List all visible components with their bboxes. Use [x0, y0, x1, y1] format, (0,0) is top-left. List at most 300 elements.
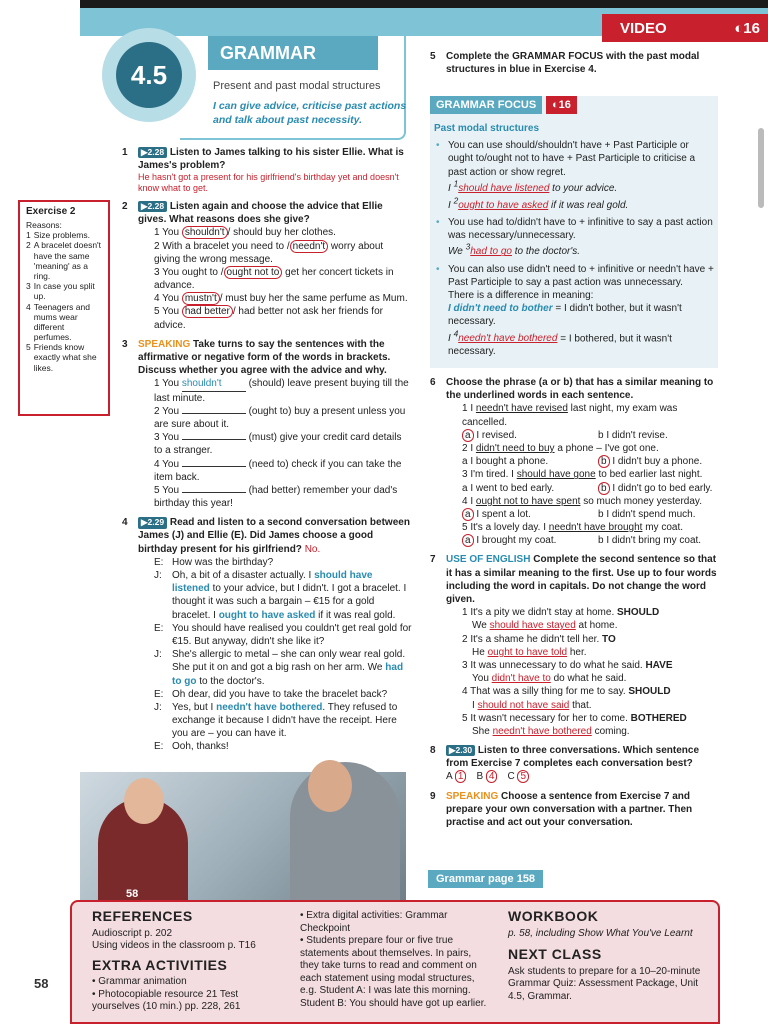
lesson-circle	[102, 28, 196, 122]
item-text: her.	[567, 646, 587, 658]
item-blank	[182, 492, 246, 493]
item-text: (had better) remember your dad's birthday this year!	[154, 484, 398, 510]
item-text: With a bracelet you need to /	[162, 240, 290, 252]
exercise-number: 7	[430, 554, 436, 566]
audioscript-ref: Audioscript p. 202	[92, 927, 173, 939]
exercise-item	[154, 240, 412, 266]
note-text: A bracelet doesn't have the same 'meaning' as a ring.	[33, 240, 102, 281]
option-text: I didn't revise.	[603, 429, 668, 441]
exercise-item	[462, 633, 720, 659]
option-letter: a	[462, 482, 468, 494]
exercise-answer: No.	[304, 543, 321, 555]
option-a	[462, 534, 590, 547]
focus-bullet: • You can use should/shouldn't have + Past Participle or ought to/ought not to have + Past Participle to criticise a past action or show regret. I $^1$should have listened to your advice. I $^2$ought to have asked if it was real gold.	[434, 139, 714, 212]
item-sentence	[462, 468, 720, 481]
exercise-number: 5	[430, 51, 436, 62]
item-answer: needn't	[290, 240, 329, 253]
item-blank	[182, 466, 246, 467]
answer	[476, 771, 497, 782]
item-text: (must) give your credit card details to a stranger.	[154, 432, 402, 457]
references-title: REFERENCES	[92, 908, 193, 924]
exercise-item	[154, 305, 412, 331]
speaker: E:	[154, 688, 164, 700]
item-text: That was a silly thing for me to say.	[470, 686, 629, 698]
item-number: 5	[462, 712, 471, 724]
item-sentence	[462, 633, 720, 646]
focus-rule: You use had to/didn't have to + infinitive to say a past action was necessary/unnecessary.	[448, 216, 713, 241]
exercise-item	[462, 442, 720, 468]
note-text: In case you split up.	[33, 281, 95, 302]
focus-bullet: • You can also use didn't need to + infinitive or needn't have + Past Participle to say a past action was unnecessary. There is a difference in meaning: I didn't need to bother = I didn't bother, but it wasn't necessary. I $^4$needn't have bothered = I bothered, but it wasn't necessary.	[434, 263, 714, 359]
dialog-part: ought to have asked	[218, 609, 316, 621]
dialog-line	[154, 740, 412, 753]
item-number: 3	[462, 659, 471, 671]
item-text: I	[470, 495, 476, 507]
item-rewrite	[472, 672, 720, 685]
item-text: (should) leave present buying till the last minute.	[154, 378, 409, 404]
exercise-instruction: Listen to three conversations. Which sentence from Exercise 7 completes each conversation best?	[446, 745, 700, 770]
note-item	[26, 302, 102, 343]
option-letter: b	[598, 429, 604, 441]
note-item	[26, 230, 102, 240]
option-letter: a	[462, 456, 468, 468]
right-column	[430, 376, 720, 835]
dialog-text	[172, 701, 412, 741]
item-number: 1	[154, 378, 163, 390]
lesson-objective: I can give advice, criticise past actions and talk about past necessity.	[213, 100, 407, 126]
note-number: 4	[26, 301, 31, 312]
dialog-line	[154, 622, 412, 648]
audio-track: 2.30	[455, 745, 473, 756]
item-keyword: BOTHERED	[630, 712, 687, 724]
answer-letter: C	[507, 771, 518, 783]
answer-value: 5	[517, 770, 529, 783]
item-text: my coat.	[642, 522, 684, 534]
option-b	[598, 429, 668, 442]
note-item	[26, 240, 102, 281]
item-answer: should not have said	[477, 699, 570, 711]
grammar-page-link[interactable]: Grammar page 158	[428, 870, 543, 888]
exercise-items	[138, 226, 412, 332]
exercise-item	[154, 292, 412, 305]
exercise-8	[430, 744, 720, 784]
speaker: E:	[154, 741, 164, 753]
grammar-focus-title: GRAMMAR FOCUS	[430, 96, 542, 114]
lesson-number: 4.5	[116, 42, 182, 108]
item-text: You	[472, 673, 492, 685]
extra-item: • Extra digital activities: Grammar Checkpoint	[300, 910, 448, 934]
dialog-part: had to go	[172, 662, 404, 687]
option-letter: a	[462, 429, 474, 442]
item-number: 2	[154, 405, 163, 417]
item-text: You	[162, 458, 182, 470]
dialog-part: to your advice, but I didn't. I got a bracelet. I thought it was such a bargain – €15 for a gold bracelet. I	[172, 583, 407, 621]
item-keyword: HAVE	[645, 659, 673, 671]
option-letter: a	[462, 534, 474, 547]
textbook-page	[80, 8, 768, 1024]
item-text: / must buy her the same perfume as Mum.	[219, 293, 408, 305]
teacher-notes-panel	[70, 900, 720, 1024]
item-number: 3	[462, 469, 471, 481]
note-text: Teenagers and mums wear different perfumes.	[33, 301, 90, 343]
extra-activities-title: EXTRA ACTIVITIES	[92, 956, 228, 973]
section-title: GRAMMAR	[208, 36, 378, 70]
exercise-item	[154, 458, 412, 484]
answer-value: 4	[486, 770, 498, 783]
video-label: VIDEO	[620, 19, 667, 37]
item-text: so much money yesterday.	[580, 495, 702, 507]
audio-icon[interactable]: ▶2.30	[446, 745, 475, 756]
dialog-part: to the doctor's.	[196, 675, 265, 687]
photo-page-number: 58	[126, 888, 139, 900]
dialog-part: . They refused to exchange it because I didn't have the receipt. Here you are – you can have it.	[172, 701, 398, 740]
exercise-item	[462, 468, 720, 494]
note-item	[26, 281, 102, 301]
item-keyword: SHOULD	[617, 607, 660, 619]
option-text: I didn't buy a phone.	[609, 456, 703, 468]
audio-icon[interactable]: ▶2.28	[138, 147, 167, 158]
option-letter: b	[598, 508, 604, 520]
dialog-text	[172, 556, 273, 569]
exercise-item	[154, 266, 412, 292]
item-text: She	[472, 725, 493, 737]
item-options	[462, 429, 720, 442]
dialog-text	[172, 648, 412, 688]
note-item	[26, 342, 102, 373]
exercise-item	[154, 484, 412, 510]
item-number: 3	[154, 266, 163, 278]
workbook-text: p. 58, including Show What You've Learnt	[508, 927, 693, 939]
option-a	[462, 429, 590, 442]
option-b	[598, 455, 702, 468]
speaking-label: SPEAKING	[446, 790, 499, 802]
item-underlined: needn't have brought	[548, 522, 643, 534]
next-class-text: Ask students to prepare for a 10–20-minute Grammar Quiz: Assessment Package, Unit 4.5, Grammar.	[508, 965, 701, 1002]
item-answer: had better	[182, 305, 233, 318]
item-answer: didn't have to	[491, 673, 551, 685]
item-keyword: SHOULD	[628, 686, 671, 698]
audio-icon[interactable]: ▶2.28	[138, 201, 167, 212]
exercise-5	[430, 50, 720, 82]
option-b	[598, 482, 712, 495]
item-text: You	[162, 405, 182, 417]
exercise-9	[430, 790, 720, 830]
item-options	[462, 534, 720, 547]
item-options	[462, 482, 720, 495]
focus-subtitle: Past modal structures	[434, 123, 540, 134]
option-letter: b	[598, 535, 604, 547]
option-b	[598, 534, 701, 547]
dialog-part: needn't have bothered	[216, 701, 323, 713]
item-keyword: TO	[602, 633, 616, 645]
item-number: 2	[154, 240, 163, 252]
option-a	[462, 508, 590, 521]
exercise-item	[462, 521, 720, 547]
item-blank	[182, 439, 246, 440]
speaker: J:	[154, 570, 162, 582]
exercise-number: 2	[122, 200, 128, 212]
note-label: Reasons:	[26, 220, 62, 230]
note-text: Friends know exactly what she likes.	[33, 342, 97, 373]
exercise-1	[122, 146, 412, 194]
focus-note: There is a difference in meaning:	[448, 290, 594, 302]
dialog-part: Oh dear, did you have to take the bracelet back?	[172, 688, 388, 700]
exercise-4	[122, 516, 412, 753]
workbook-title: WORKBOOK	[508, 908, 599, 924]
dialog-part: should have listened	[172, 570, 373, 595]
scrollbar[interactable]	[758, 128, 764, 208]
item-rewrite	[472, 646, 720, 659]
option-text: I brought my coat.	[473, 535, 557, 547]
item-answer: mustn't	[182, 292, 220, 305]
item-text: It's a lovely day. I	[470, 522, 549, 534]
item-text: / had better not ask her friends for advice.	[154, 306, 383, 331]
extra-item: • Grammar animation	[92, 976, 187, 987]
speaker: E:	[154, 622, 164, 634]
option-text: I went to bed early.	[467, 482, 555, 494]
videos-ref: Using videos in the classroom p. T16	[92, 940, 256, 951]
item-text: I	[470, 442, 476, 454]
exercise-item	[462, 685, 720, 711]
dialog-text	[172, 569, 412, 622]
option-letter: b	[598, 455, 610, 468]
item-text: I	[470, 403, 476, 415]
exercise-instruction: Read and listen to a second conversation between James (J) and Ellie (E). Did James choose a good birthday present for his girlfriend?	[138, 517, 410, 555]
exercise-number: 6	[430, 377, 436, 388]
item-text: We	[472, 620, 490, 632]
item-text: last night, my exam was cancelled.	[462, 403, 678, 428]
exercise-answers	[446, 770, 720, 783]
focus-rule: You can also use didn't need to + infinitive or needn't have + Past Participle to say a past action was unnecessary.	[448, 263, 714, 288]
focus-rule: You can use should/shouldn't have + Past Participle or ought to/ought not to have + Past Participle to criticise a past action or show regret.	[448, 140, 696, 178]
item-text: He	[472, 646, 488, 658]
dialog-part: Yes, but I	[172, 701, 217, 713]
item-text: to bed earlier last night.	[595, 469, 703, 481]
audio-track: 2.29	[147, 517, 165, 528]
option-text: I didn't spend much.	[603, 508, 696, 520]
exercise-items	[138, 377, 412, 510]
dialog-line	[154, 569, 412, 622]
item-sentence	[462, 521, 720, 534]
option-text: I bought a phone.	[467, 456, 549, 468]
item-number: 1	[154, 227, 163, 239]
exercise-item	[154, 226, 412, 239]
note-number: 2	[26, 240, 31, 251]
item-answer: shouldn't	[182, 226, 228, 239]
item-text: (ought to) buy a present unless you are sure about it.	[154, 405, 406, 430]
exercise-item	[462, 606, 720, 632]
item-blank	[182, 413, 246, 414]
dialog-line	[154, 556, 412, 569]
photo-man-head	[308, 760, 352, 812]
item-sentence	[462, 495, 720, 508]
exercise-number: 8	[430, 745, 436, 757]
item-options	[462, 455, 720, 468]
option-a	[462, 455, 590, 468]
item-number: 2	[462, 633, 471, 645]
exercise-instruction: Listen to James talking to his sister Ellie. What is James's problem?	[138, 147, 404, 172]
item-sentence	[462, 402, 720, 428]
item-underlined: didn't need to buy	[475, 442, 555, 454]
item-number: 5	[154, 484, 163, 496]
speaking-label: SPEAKING	[138, 338, 191, 350]
item-text: You	[162, 378, 182, 390]
dialog-line	[154, 701, 412, 741]
option-a	[462, 482, 590, 495]
audio-icon[interactable]: ▶2.29	[138, 517, 167, 528]
item-underlined: ought not to have spent	[475, 495, 581, 507]
item-text: (need to) check if you can take the item back.	[154, 458, 402, 483]
dialog-part: Oh, a bit of a disaster actually. I	[172, 570, 315, 582]
item-text: at home.	[575, 620, 618, 632]
exercise-instruction: Complete the second sentence so that it has a similar meaning to the first. Use up to four words including the word in capitals. Do not change the word given.	[446, 554, 717, 605]
item-number: 5	[154, 306, 163, 318]
answer-value: 1	[455, 770, 467, 783]
item-text: You	[162, 432, 182, 444]
note-number: 1	[26, 230, 31, 241]
exercise-6	[430, 376, 720, 547]
item-text: It was unnecessary to do what he said.	[470, 659, 646, 671]
option-b	[598, 508, 696, 521]
note-number: 3	[26, 281, 31, 292]
item-text: coming.	[591, 725, 630, 737]
item-answer: ought to have told	[487, 646, 568, 658]
item-number: 1	[462, 607, 471, 619]
dialog-part: Ooh, thanks!	[172, 741, 229, 753]
item-text: You ought to /	[162, 266, 224, 278]
option-letter: a	[462, 508, 474, 521]
audio-track: 2.28	[147, 147, 165, 157]
item-number: 1	[462, 403, 471, 415]
item-text: I'm tired. I	[470, 469, 517, 481]
note-title: Exercise 2	[26, 206, 76, 217]
item-sentence	[462, 442, 720, 455]
focus-bullet: • You use had to/didn't have to + infinitive to say a past action was necessary/unnecessary. We $^3$had to go to the doctor's.	[434, 216, 714, 259]
speaker: J:	[154, 701, 162, 713]
item-number: 5	[462, 522, 471, 534]
item-text: It's a pity we didn't stay at home.	[470, 607, 618, 619]
item-underlined: should have gone	[516, 469, 596, 481]
exercise-7	[430, 553, 720, 738]
item-text: I	[472, 699, 478, 711]
item-text: You	[162, 227, 182, 239]
item-number: 2	[462, 442, 471, 454]
item-options	[462, 508, 720, 521]
item-rewrite	[472, 699, 720, 712]
item-answer: ought not to	[224, 266, 283, 279]
exercise-3	[122, 338, 412, 510]
exercise-number: 3	[122, 338, 128, 350]
photo-woman-head	[124, 778, 164, 824]
item-text: a phone – I've got one.	[554, 442, 659, 454]
left-margin	[0, 0, 80, 1024]
item-blank: shouldn't	[182, 377, 246, 391]
exercise-2-note	[18, 200, 110, 416]
item-text: / should buy her clothes.	[227, 227, 336, 239]
answer-letter: B	[476, 771, 486, 783]
option-letter: b	[598, 482, 610, 495]
left-column	[122, 146, 412, 760]
dialog-part: She's allergic to metal – she can only wear real gold. She put it on and got a big rash on her arm. We	[172, 649, 406, 674]
exercise-item	[154, 405, 412, 431]
exercise-number: 1	[122, 147, 128, 158]
exercise-2	[122, 200, 412, 332]
exercise-number: 4	[122, 517, 128, 529]
answer	[507, 771, 529, 782]
item-underlined: needn't have revised	[475, 403, 568, 415]
exercise-answer: He hasn't got a present for his girlfriend's birthday yet and doesn't know what to get.	[138, 172, 399, 194]
answer	[446, 771, 466, 782]
dialog-part: You should have realised you couldn't get real gold for €15. But anyway, didn't she like it?	[172, 622, 412, 647]
exercise-item	[462, 495, 720, 521]
dialog-line	[154, 688, 412, 701]
item-text: You	[162, 293, 182, 305]
option-text: I didn't go to bed early.	[609, 482, 713, 494]
grammar-focus-badge: ◐16	[546, 96, 577, 114]
next-class-title: NEXT CLASS	[508, 946, 602, 962]
answer-letter: A	[446, 771, 455, 783]
audio-track: 2.28	[147, 200, 165, 211]
speaker: J:	[154, 649, 162, 661]
item-text: that.	[569, 699, 592, 711]
note-text: Size problems.	[33, 230, 90, 241]
video-tab[interactable]	[602, 14, 768, 42]
exercise-instruction: Choose a sentence from Exercise 7 and prepare your own conversation with a partner. Then practise and act out your conversation.	[446, 790, 693, 828]
option-text: I spent a lot.	[473, 508, 531, 520]
note-items	[26, 230, 102, 373]
exercise-number: 9	[430, 790, 436, 802]
exercise-instruction: Choose the phrase (a or b) that has a similar meaning to the underlined words in each sentence.	[446, 377, 714, 402]
item-text: It wasn't necessary for her to come.	[470, 712, 631, 724]
item-number: 4	[154, 458, 163, 470]
item-number: 4	[462, 686, 471, 698]
item-answer: needn't have bothered	[492, 725, 592, 737]
item-sentence	[462, 685, 720, 698]
page-number: 58	[34, 976, 49, 991]
item-text: You	[162, 484, 182, 496]
item-sentence	[462, 659, 720, 672]
note-number: 5	[26, 342, 31, 353]
item-text: worry about giving the wrong message.	[154, 240, 384, 265]
dialog-text	[172, 688, 387, 701]
grammar-focus-box	[430, 96, 718, 368]
item-text: do what he said.	[550, 673, 627, 685]
item-sentence	[462, 712, 720, 725]
dialog	[154, 556, 412, 754]
option-text: I didn't bring my coat.	[603, 535, 702, 547]
item-rewrite	[472, 725, 720, 738]
exercise-instruction: Take turns to say the sentences with the affirmative or negative form of the words in brackets. Discuss whether you agree with the advice and why.	[138, 338, 391, 377]
item-sentence	[462, 606, 720, 619]
exercise-items	[446, 402, 720, 547]
exercise-instruction: Complete the GRAMMAR FOCUS with the past modal structures in blue in Exercise 4.	[446, 51, 700, 76]
exercise-item	[462, 659, 720, 685]
video-number: ◐16	[734, 19, 760, 37]
item-text: get her concert tickets in advance.	[154, 266, 394, 292]
dialog-text	[172, 622, 412, 648]
extra-item: • Students prepare four or five true statements about themselves. In pairs, they take turns to read and comment on each statement using modal structures, e.g. Student A: I was late this morning. Student B: You should have got up earlier.	[300, 935, 487, 1009]
item-number: 4	[462, 495, 471, 507]
item-text: It's a shame he didn't tell her.	[470, 633, 603, 645]
speaker: E:	[154, 556, 164, 568]
item-rewrite	[472, 619, 720, 632]
dialog-part: How was the birthday?	[172, 556, 274, 568]
item-number: 3	[154, 432, 163, 444]
exercise-item	[462, 402, 720, 442]
use-of-english-label: USE OF ENGLISH	[446, 554, 531, 566]
grammar-focus-body	[434, 122, 714, 362]
exercise-item	[154, 377, 412, 404]
